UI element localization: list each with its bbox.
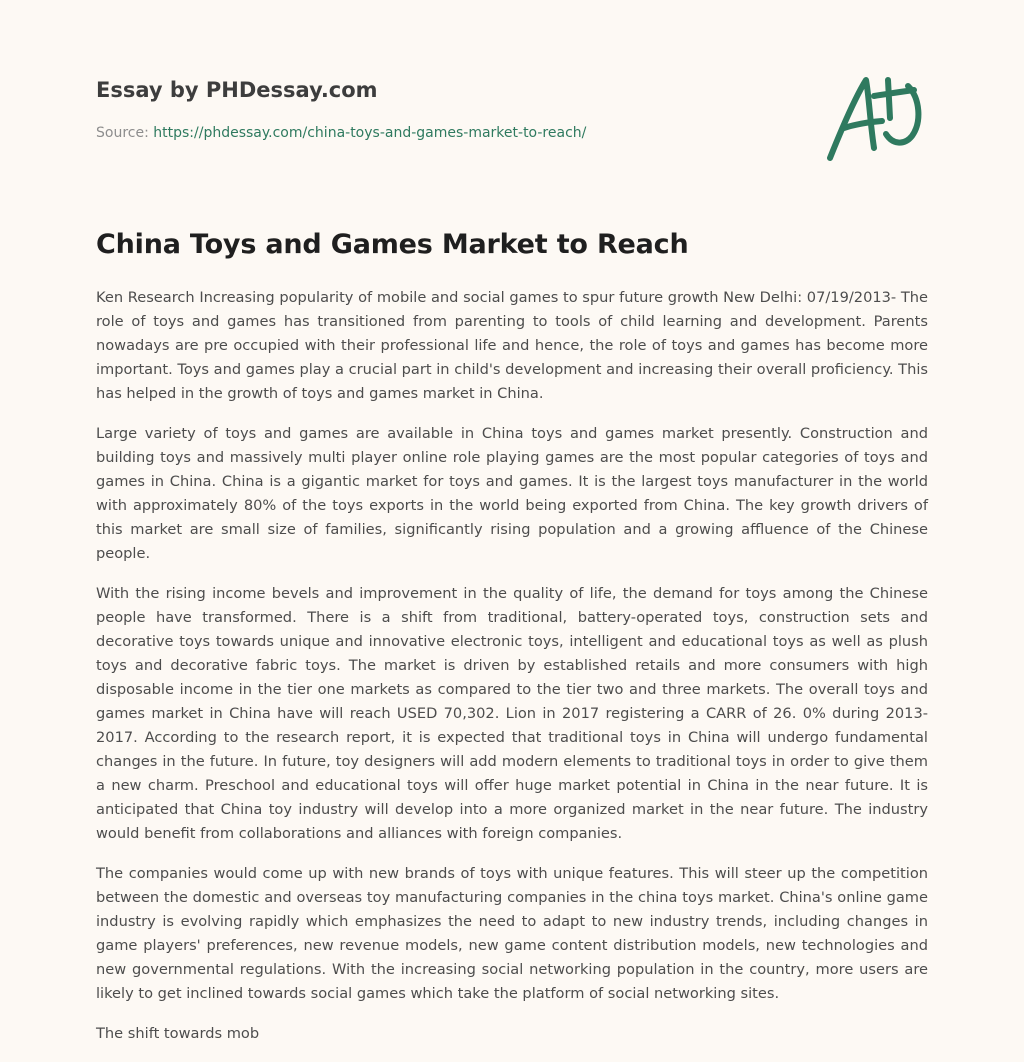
essay-paragraph: The companies would come up with new brands of toys with unique features. This will steer up the competition between the domestic and overseas toy manufacturing companies in the china toys market. China's online game industry is evolving rapidly which emphasizes the need to adapt to new industry trends, including changes in game players' preferences, new revenue models, new game content distribution models, new technologies and new governmental regulations. With the increasing social networking population in the country, more users are likely to get inclined towards social games which take the platform of social networking sites. — [96, 865, 928, 1002]
essay-title: China Toys and Games Market to Reach — [96, 229, 689, 260]
source-line — [96, 123, 796, 143]
source-label: Source: — [96, 125, 154, 141]
essay-paragraph: Ken Research Increasing popularity of mobile and social games to spur future growth New Delhi: 07/19/2013- The role of toys and games has transitioned from parenting to tools of child learning and development. Parents nowadays are pre occupied with their professional life and hence, the role of toys and games has become more important. Toys and games play a crucial part in child's development and increasing their overall proficiency. This has helped in the growth of toys and games market in China. — [96, 289, 928, 402]
essay-paragraph: Large variety of toys and games are available in China toys and games market presently. Construction and building toys and massively multi player online role playing games are the most popular categories of toys and games in China. China is a gigantic market for toys and games. It is the largest toys manufacturer in the world with approximately 80% of the toys exports in the world being exported from China. The key growth drivers of this market are small size of families, significantly rising population and a growing affluence of the Chinese people. — [96, 425, 928, 562]
essay-body — [96, 286, 928, 1062]
essay-paragraph: With the rising income bevels and improvement in the quality of life, the demand for toys among the Chinese people have transformed. There is a shift from traditional, battery-operated toys, construction sets and decorative toys towards unique and innovative electronic toys, intelligent and educational toys as well as plush toys and decorative fabric toys. The market is driven by established retails and more consumers with high disposable income in the tier one markets as compared to the tier two and three markets. The overall toys and games market in China have will reach USED 70,302. Lion in 2017 registering a CARR of 26. 0% during 2013-2017. According to the research report, it is expected that traditional toys in China will undergo fundamental changes in the future. In future, toy designers will add modern elements to traditional toys in order to give them a new charm. Preschool and educational toys will offer huge market potential in China in the near future. It is anticipated that China toy industry will develop into a more organized market in the near future. The industry would benefit from collaborations and alliances with foreign companies. — [96, 585, 928, 842]
source-link[interactable]: https://phdessay.com/china-toys-and-games-market-to-reach/ — [153, 125, 587, 141]
brand-title: Essay by PHDessay.com — [96, 78, 378, 102]
a-plus-grade-icon — [822, 66, 930, 166]
site-header — [96, 76, 796, 143]
essay-paragraph-truncated: The shift towards mob — [96, 1025, 260, 1042]
